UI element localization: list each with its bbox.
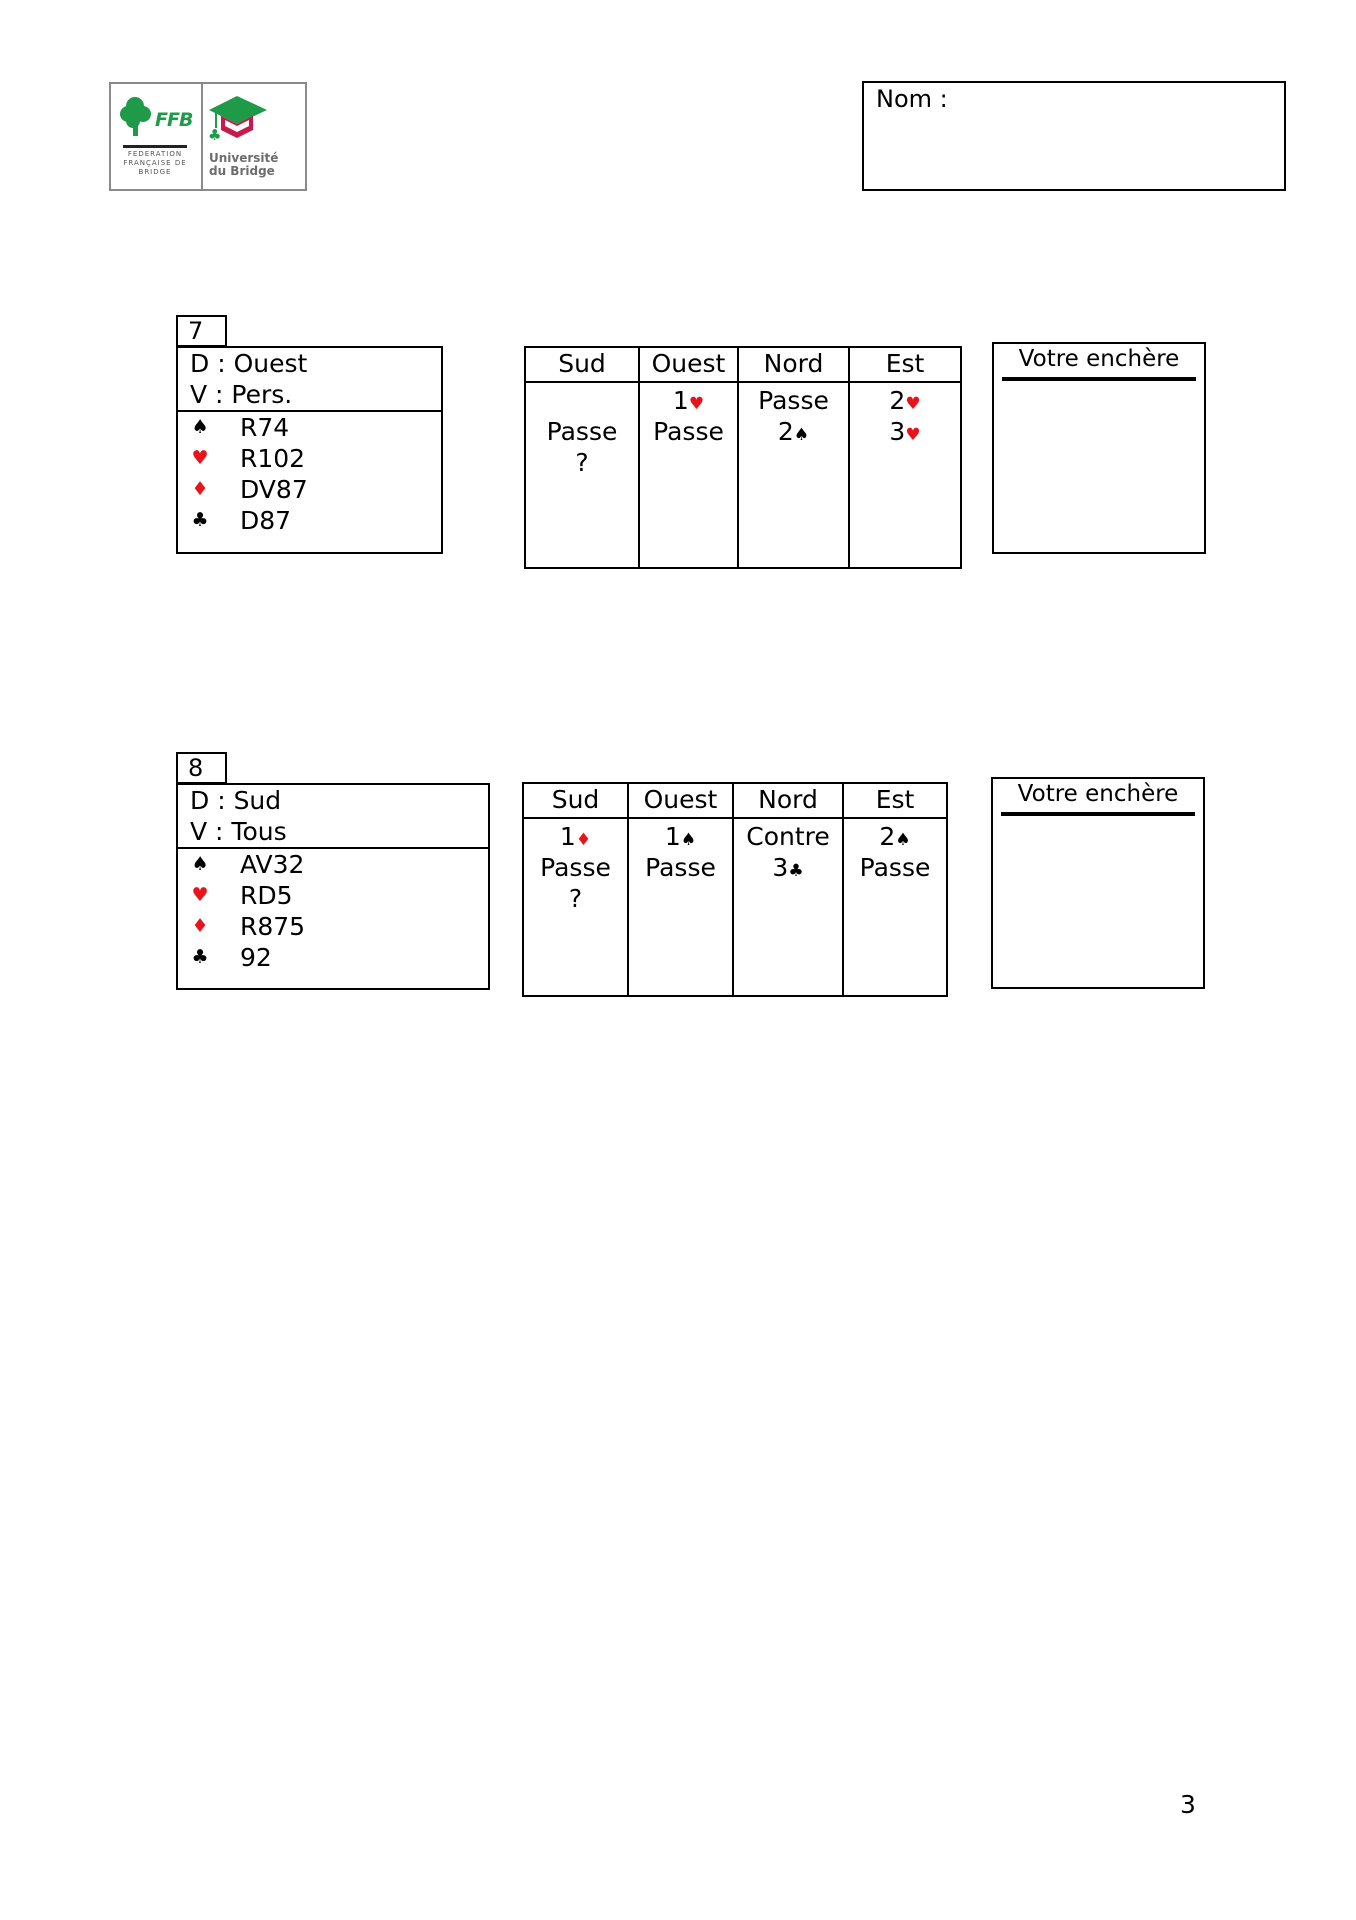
diamonds-holding: R875 bbox=[240, 912, 306, 941]
bid-nord-2 bbox=[739, 416, 848, 451]
answer-underline bbox=[1001, 812, 1195, 816]
heart-icon: ♥ bbox=[905, 394, 921, 414]
hearts-holding: R102 bbox=[240, 444, 306, 473]
universite-line1: Université bbox=[209, 151, 279, 165]
bid-ouest-1 bbox=[629, 821, 732, 856]
header-est: Est bbox=[875, 785, 915, 814]
name-field[interactable] bbox=[862, 81, 1286, 191]
bid-est-2 bbox=[850, 416, 960, 451]
column-divider bbox=[638, 348, 640, 567]
logo-divider bbox=[123, 145, 187, 148]
spade-icon: ♠ bbox=[191, 416, 209, 438]
bid-ouest-1 bbox=[640, 385, 737, 420]
answer-box[interactable] bbox=[991, 777, 1205, 989]
header-nord: Nord bbox=[763, 349, 824, 378]
ffb-text: FFB bbox=[155, 109, 193, 131]
hand-divider bbox=[178, 847, 488, 849]
diamond-icon: ♦ bbox=[191, 915, 209, 937]
answer-underline bbox=[1002, 377, 1196, 381]
bid-est-1 bbox=[844, 821, 946, 856]
heart-icon: ♥ bbox=[905, 425, 921, 445]
header-nord: Nord bbox=[758, 785, 818, 814]
bid-level: 2 bbox=[889, 386, 906, 415]
bid-level: 2 bbox=[777, 417, 794, 446]
bid-nord-1: Contre bbox=[746, 822, 830, 851]
ffb-universite-logo bbox=[109, 82, 307, 191]
header-ouest: Ouest bbox=[643, 785, 718, 814]
bid-nord-1: Passe bbox=[758, 386, 829, 415]
bid-level: 3 bbox=[772, 853, 789, 882]
bid-sud-3: ? bbox=[575, 448, 589, 477]
header-divider bbox=[526, 381, 960, 383]
page-number: 3 bbox=[1180, 1790, 1196, 1819]
diamond-icon: ♦ bbox=[575, 830, 592, 850]
name-label: Nom : bbox=[876, 85, 948, 113]
header-est: Est bbox=[885, 349, 925, 378]
bid-level: 1 bbox=[664, 822, 681, 851]
club-icon: ♣ bbox=[788, 861, 804, 881]
bid-level: 2 bbox=[879, 822, 896, 851]
header-ouest: Ouest bbox=[651, 349, 726, 378]
bid-nord-2 bbox=[734, 852, 842, 887]
spade-icon: ♠ bbox=[793, 425, 810, 445]
club-icon: ♣ bbox=[191, 509, 209, 531]
spade-icon: ♠ bbox=[680, 830, 697, 850]
hearts-holding: RD5 bbox=[240, 881, 293, 910]
bidding-table bbox=[524, 346, 962, 569]
vulnerability-label: V : Tous bbox=[190, 817, 287, 846]
federation-text: FEDERATION FRANÇAISE DE BRIDGE bbox=[123, 150, 187, 176]
answer-label: Votre enchère bbox=[1017, 781, 1179, 807]
bid-level: 3 bbox=[889, 417, 906, 446]
universite-text bbox=[209, 152, 278, 178]
clubs-holding: D87 bbox=[240, 506, 292, 535]
bid-sud-2: Passe bbox=[540, 853, 611, 882]
bid-sud-2: Passe bbox=[546, 417, 618, 446]
svg-text:♣: ♣ bbox=[208, 126, 222, 144]
bid-ouest-2: Passe bbox=[645, 853, 716, 882]
bid-sud-3: ? bbox=[568, 884, 583, 913]
spades-holding: R74 bbox=[240, 413, 290, 442]
heart-icon: ♥ bbox=[688, 394, 705, 414]
dealer-label: D : Sud bbox=[190, 786, 282, 815]
hand-divider bbox=[178, 410, 441, 412]
spade-icon: ♠ bbox=[191, 853, 209, 875]
bid-est-2: Passe bbox=[859, 853, 931, 882]
heart-icon: ♥ bbox=[191, 447, 209, 469]
header-sud: Sud bbox=[551, 785, 600, 814]
header-sud: Sud bbox=[558, 349, 606, 378]
dealer-label: D : Ouest bbox=[190, 349, 308, 378]
spades-holding: AV32 bbox=[240, 850, 305, 879]
ffb-logo bbox=[111, 84, 203, 189]
graduation-cap-icon bbox=[207, 94, 271, 144]
spade-icon: ♠ bbox=[895, 830, 911, 850]
answer-box[interactable] bbox=[992, 342, 1206, 554]
bid-sud-1 bbox=[524, 821, 627, 856]
column-divider bbox=[737, 348, 739, 567]
universite-line2: du Bridge bbox=[209, 164, 275, 178]
hand-panel bbox=[176, 783, 490, 990]
column-divider bbox=[848, 348, 850, 567]
bid-level: 1 bbox=[672, 386, 689, 415]
clubs-holding: 92 bbox=[240, 943, 272, 972]
bidding-table bbox=[522, 782, 948, 997]
diamond-icon: ♦ bbox=[191, 478, 209, 500]
deal-number: 8 bbox=[176, 752, 227, 784]
bid-est-1 bbox=[850, 385, 960, 420]
deal-number: 7 bbox=[176, 315, 227, 347]
header-divider bbox=[524, 817, 946, 819]
bid-level: 1 bbox=[559, 822, 576, 851]
hand-panel bbox=[176, 346, 443, 554]
answer-label: Votre enchère bbox=[1018, 346, 1180, 372]
club-icon: ♣ bbox=[191, 946, 209, 968]
diamonds-holding: DV87 bbox=[240, 475, 308, 504]
vulnerability-label: V : Pers. bbox=[190, 380, 293, 409]
bid-ouest-2: Passe bbox=[653, 417, 724, 446]
heart-icon: ♥ bbox=[191, 884, 209, 906]
